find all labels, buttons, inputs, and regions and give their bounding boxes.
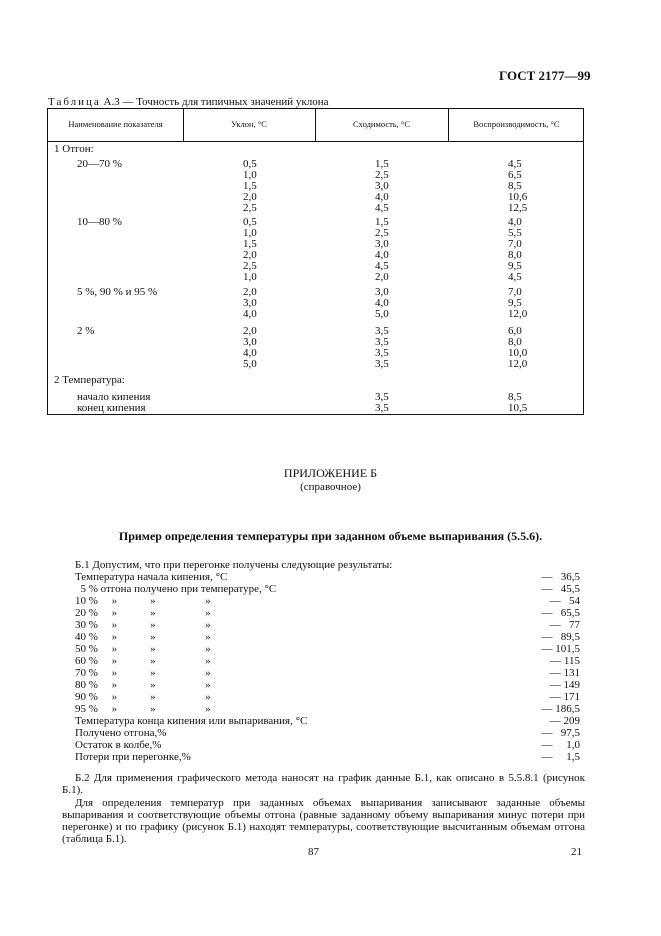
- repeatability-values: 3,5 3,5: [375, 391, 389, 414]
- list-item: [0, 631, 661, 643]
- paragraph-b2: Б.2 Для применения графического метода наносят на график данные Б.1, как описано в 5.5.8.1 (рисунок Б.1).: [62, 772, 585, 796]
- column-header-repeatability: Сходимость, °С: [353, 119, 410, 129]
- example-title: Пример определения температуры при заданном объеме выпаривания (5.5.6).: [118, 529, 543, 543]
- column-header-slope: Уклон, °С: [231, 119, 267, 129]
- list-item: [0, 691, 661, 703]
- group-label: 10—80 %: [77, 216, 122, 228]
- list-item: [0, 715, 661, 727]
- list-item: [0, 751, 661, 763]
- result-value: — 209: [549, 715, 580, 727]
- result-value: — 115: [550, 655, 580, 667]
- result-label: 60 % » » »: [75, 655, 211, 667]
- group-label: 5 %, 90 % и 95 %: [77, 286, 158, 298]
- repeatability-values: 1,5 2,5 3,0 4,0 4,5: [375, 158, 389, 214]
- result-label: 40 % » » »: [75, 631, 211, 643]
- result-value: — 149: [549, 679, 580, 691]
- result-label: Потери при перегонке,%: [75, 751, 191, 763]
- list-item: [0, 727, 661, 739]
- list-item: [0, 583, 661, 595]
- table-caption-prefix: Таблица: [48, 96, 101, 108]
- result-value: — 36,5: [541, 571, 580, 583]
- result-value: — 89,5: [541, 631, 580, 643]
- appendix-title: ПРИЛОЖЕНИЕ Б: [283, 466, 378, 480]
- document-code: ГОСТ 2177—99: [499, 68, 591, 83]
- paragraph-b3: Для определения температур при заданных объемах выпаривания записывают заданные объемы выпаривания и соответствующие объемы отгона (равные заданному объему выпаривания минус потери при перегонке) и по графику (рисунок Б.1) находят температуры, соответствующие высчитанным объемам отгона (таблица Б.1).: [62, 797, 585, 845]
- result-label: Температура начала кипения, °С: [75, 571, 228, 583]
- result-label: Остаток в колбе,%: [75, 739, 162, 751]
- result-value: — 171: [549, 691, 580, 703]
- result-value: — 54: [549, 595, 580, 607]
- list-item: [0, 595, 661, 607]
- result-label: 10 % » » »: [75, 595, 211, 607]
- list-item: [0, 703, 661, 715]
- list-item: [0, 571, 661, 583]
- list-item: [0, 655, 661, 667]
- temperature-labels: начало кипения конец кипения: [77, 391, 151, 414]
- result-label: 70 % » » »: [75, 667, 211, 679]
- repeatability-values: 3,5 3,5 3,5 3,5: [375, 325, 389, 370]
- result-label: 5 % отгона получено при температуре, °С: [75, 583, 277, 595]
- result-label: 30 % » » »: [75, 619, 211, 631]
- results-intro: Б.1 Допустим, что при перегонке получены следующие результаты:: [75, 559, 393, 571]
- table-caption: [48, 96, 329, 108]
- list-item: [0, 679, 661, 691]
- repeatability-values: 1,5 2,5 3,0 4,0 4,5 2,0: [375, 216, 389, 283]
- result-value: — 77: [549, 619, 580, 631]
- result-label: 90 % » » »: [75, 691, 211, 703]
- slope-values: 0,5 1,0 1,5 2,0 2,5 1,0: [243, 216, 257, 283]
- precision-table: [47, 108, 584, 415]
- result-label: 20 % » » »: [75, 607, 211, 619]
- repeatability-values: 3,0 4,0 5,0: [375, 286, 389, 320]
- slope-values: 2,0 3,0 4,0: [243, 286, 257, 320]
- result-label: 80 % » » »: [75, 679, 211, 691]
- list-item: [0, 619, 661, 631]
- section-temperature: 2 Температура:: [54, 374, 125, 386]
- result-value: — 65,5: [541, 607, 580, 619]
- list-item: [0, 643, 661, 655]
- result-value: — 97,5: [541, 727, 580, 739]
- result-label: 50 % » » »: [75, 643, 211, 655]
- page-number-right: 21: [571, 846, 582, 858]
- header-divider: [48, 141, 583, 142]
- page-number-center: 87: [308, 846, 319, 858]
- group-label: 20—70 %: [77, 158, 122, 170]
- appendix-subtitle: (справочное): [300, 481, 361, 493]
- result-value: — 186,5: [541, 703, 580, 715]
- reproducibility-values: 6,0 8,0 10,0 12,0: [508, 325, 528, 370]
- column-header-reproducibility: Воспроизводимость, °С: [473, 119, 560, 129]
- section-distillate: 1 Отгон:: [54, 143, 94, 155]
- reproducibility-values: 4,0 5,5 7,0 8,0 9,5 4,5: [508, 216, 522, 283]
- reproducibility-values: 8,5 10,5: [508, 391, 528, 414]
- results-list: [0, 571, 661, 767]
- slope-values: 2,0 3,0 4,0 5,0: [243, 325, 257, 370]
- column-header-name: Наименование показателя: [68, 119, 163, 129]
- result-label: Температура конца кипения или выпаривания, °С: [75, 715, 308, 727]
- list-item: [0, 667, 661, 679]
- list-item: [0, 607, 661, 619]
- slope-values: 0,5 1,0 1,5 2,0 2,5: [243, 158, 257, 214]
- group-label: 2 %: [77, 325, 95, 337]
- result-value: — 1,0: [541, 739, 580, 751]
- result-value: — 131: [549, 667, 580, 679]
- reproducibility-values: 7,0 9,5 12,0: [508, 286, 528, 320]
- result-label: Получено отгона,%: [75, 727, 167, 739]
- table-caption-text: А.3 — Точность для типичных значений уклона: [100, 96, 329, 108]
- reproducibility-values: 4,5 6,5 8,5 10,6 12,5: [508, 158, 528, 214]
- list-item: [0, 739, 661, 751]
- result-label: 95 % » » »: [75, 703, 211, 715]
- result-value: — 1,5: [541, 751, 580, 763]
- result-value: — 101,5: [541, 643, 580, 655]
- result-value: — 45,5: [541, 583, 580, 595]
